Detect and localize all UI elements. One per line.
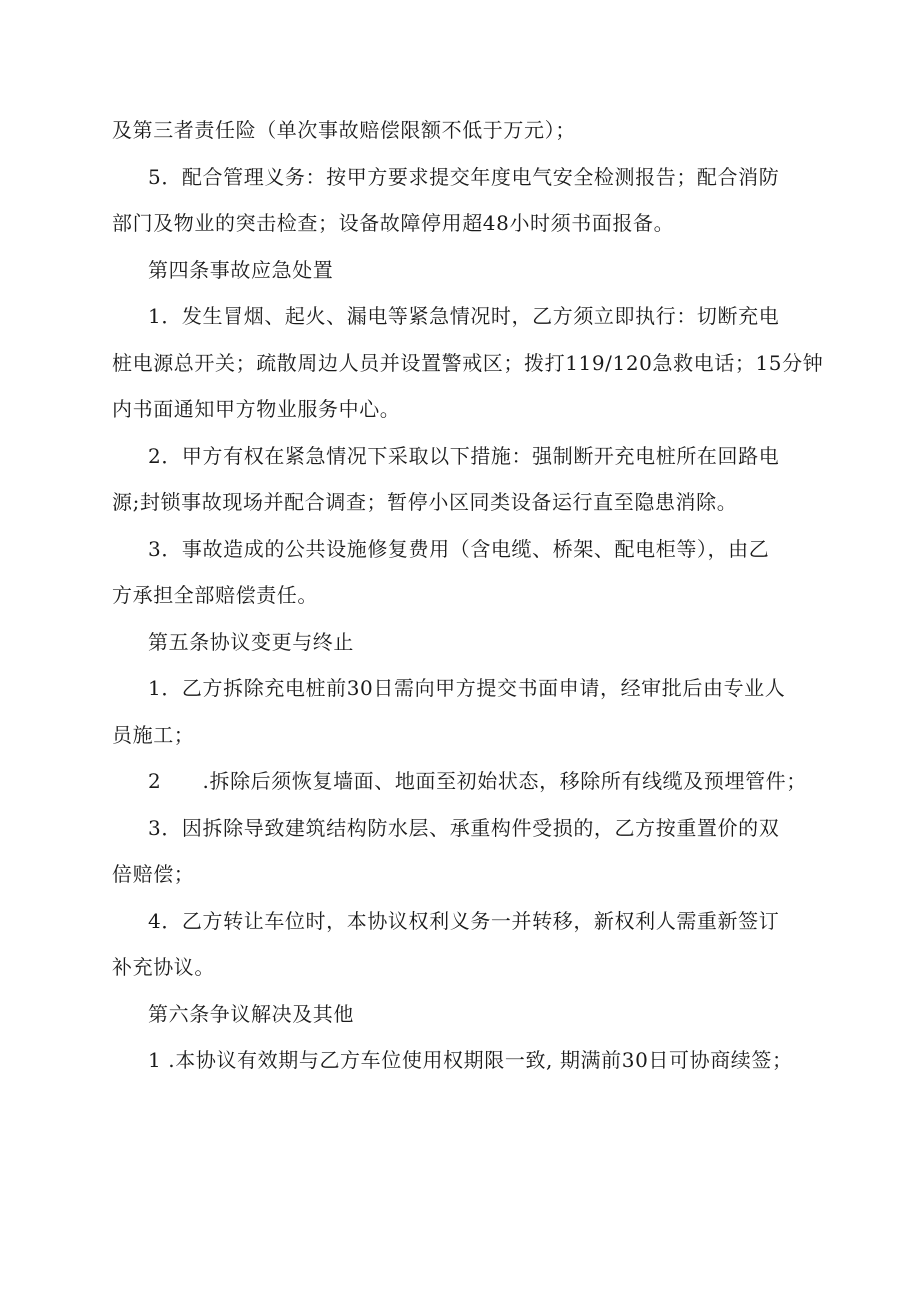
article-5-item-3-cont: 倍赔偿； (112, 862, 195, 886)
article-4-item-1-cont-2: 内书面通知甲方物业服务中心。 (112, 397, 401, 421)
article-4-item-3: 3．事故造成的公共设施修复费用（含电缆、桥架、配电柜等），由乙 (148, 536, 770, 561)
article-5-item-4-cont: 补充协议。 (112, 955, 215, 979)
article-4-item-3-cont: 方承担全部赔偿责任。 (112, 583, 318, 607)
item-5-cooperation-duties: 5．配合管理义务：按甲方要求提交年度电气安全检测报告；配合消防 (148, 164, 780, 189)
article-5-item-2: 2 .拆除后须恢复墙面、地面至初始状态，移除所有线缆及预埋管件； (148, 769, 807, 793)
document-page (112, 112, 824, 1089)
article-4-item-2: 2．甲方有权在紧急情况下采取以下措施：强制断开充电桩所在回路电 (148, 443, 780, 468)
article-5-item-4: 4．乙方转让车位时，本协议权利义务一并转移，新权利人需重新签订 (148, 908, 780, 933)
text-line-insurance-continued: 及第三者责任险（单次事故赔偿限额不低于万元）； (112, 118, 576, 142)
item-5-cooperation-duties-cont: 部门及物业的突击检查；设备故障停用超48小时须书面报备。 (112, 211, 675, 235)
article-4-item-2-cont: 源;封锁事故现场并配合调查；暂停小区同类设备运行直至隐患消除。 (112, 490, 738, 514)
article-4-item-1: 1．发生冒烟、起火、漏电等紧急情况时，乙方须立即执行：切断充电 (148, 304, 780, 328)
article-5-item-1: 1．乙方拆除充电桩前30日需向甲方提交书面申请，经审批后由专业人 (148, 676, 786, 700)
article-5-item-1-cont: 员施工； (112, 722, 195, 747)
section-heading-article-6: 第六条争议解决及其他 (148, 1001, 354, 1026)
section-heading-article-5: 第五条协议变更与终止 (148, 629, 354, 654)
section-heading-article-4: 第四条事故应急处置 (148, 257, 334, 282)
article-5-item-3: 3．因拆除导致建筑结构防水层、承重构件受损的，乙方按重置价的双 (148, 815, 780, 840)
article-4-item-1-cont: 桩电源总开关；疏散周边人员并设置警戒区；拨打119/120急救电话；15分钟 (112, 350, 824, 375)
article-6-item-1: 1 .本协议有效期与乙方车位使用权期限一致, 期满前30日可协商续签； (148, 1048, 793, 1072)
